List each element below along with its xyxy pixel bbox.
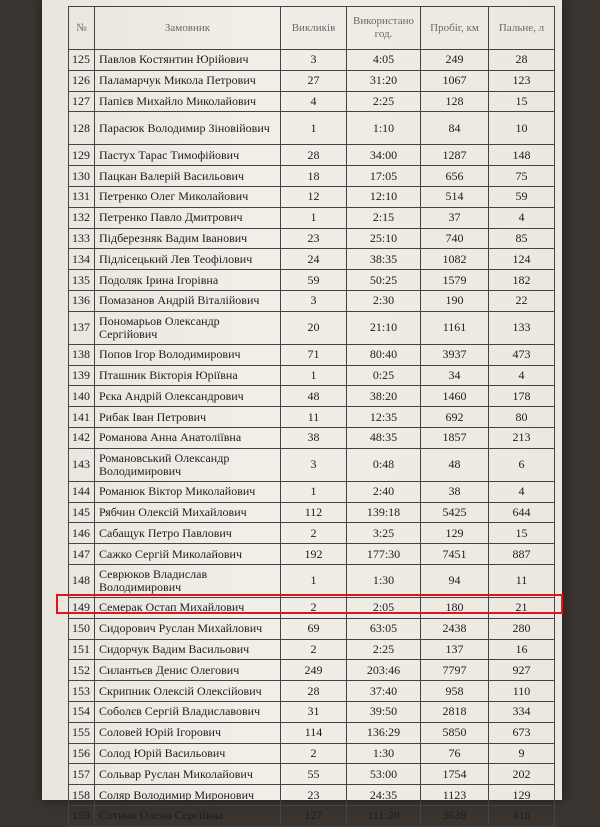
row-number: 131 [69,186,95,207]
hours-used: 25:10 [347,228,421,249]
row-number: 145 [69,502,95,523]
customer-name: Помазанов Андрій Віталійович [95,290,281,311]
hours-used: 21:10 [347,311,421,344]
table-row [69,764,555,785]
table-row [69,365,555,386]
table-row [69,523,555,544]
hours-used: 31:20 [347,70,421,91]
calls-count: 1 [281,564,347,597]
calls-count: 71 [281,344,347,365]
table-row [69,639,555,660]
hours-used: 177:30 [347,544,421,565]
calls-count: 2 [281,639,347,660]
mileage-km: 1754 [421,764,489,785]
header-hours: Використано год. [347,7,421,50]
mileage-km: 128 [421,91,489,112]
fuel-liters: 887 [489,544,555,565]
mileage-km: 1082 [421,249,489,270]
mileage-km: 740 [421,228,489,249]
mileage-km: 249 [421,50,489,71]
fuel-liters: 6 [489,448,555,481]
table-row [69,386,555,407]
customer-name: Петренко Павло Дмитрович [95,207,281,228]
hours-used: 136:29 [347,722,421,743]
calls-count: 38 [281,427,347,448]
calls-count: 1 [281,481,347,502]
row-number: 143 [69,448,95,481]
row-number: 142 [69,427,95,448]
header-customer: Замовник [95,7,281,50]
mileage-km: 3937 [421,344,489,365]
calls-count: 2 [281,523,347,544]
fuel-liters: 15 [489,523,555,544]
table-row [69,407,555,428]
table-row [69,597,555,618]
calls-count: 31 [281,701,347,722]
hours-used: 0:48 [347,448,421,481]
hours-used: 12:35 [347,407,421,428]
fuel-liters: 110 [489,681,555,702]
table-row [69,186,555,207]
calls-count: 59 [281,270,347,291]
hours-used: 1:30 [347,743,421,764]
mileage-km: 84 [421,112,489,145]
hours-used: 63:05 [347,618,421,639]
mileage-km: 3639 [421,805,489,826]
hours-used: 4:05 [347,50,421,71]
hours-used: 39:50 [347,701,421,722]
table-row [69,805,555,826]
table-row [69,112,555,145]
customer-name: Соболєв Сергій Владиславович [95,701,281,722]
row-number: 134 [69,249,95,270]
row-number: 136 [69,290,95,311]
hours-used: 38:35 [347,249,421,270]
mileage-km: 7451 [421,544,489,565]
customer-name: Подоляк Ірина Ігорівна [95,270,281,291]
fuel-liters: 673 [489,722,555,743]
hours-used: 34:00 [347,145,421,166]
hours-used: 38:20 [347,386,421,407]
mileage-km: 37 [421,207,489,228]
fuel-liters: 75 [489,166,555,187]
mileage-km: 76 [421,743,489,764]
mileage-km: 1460 [421,386,489,407]
header-calls: Викликів [281,7,347,50]
customer-name: Романюк Віктор Миколайович [95,481,281,502]
hours-used: 1:30 [347,564,421,597]
mileage-km: 2438 [421,618,489,639]
customer-name: Попов Ігор Володимирович [95,344,281,365]
hours-used: 2:25 [347,91,421,112]
row-number: 152 [69,660,95,681]
table-row [69,427,555,448]
table-row [69,228,555,249]
row-number: 149 [69,597,95,618]
calls-count: 4 [281,91,347,112]
row-number: 125 [69,50,95,71]
fuel-liters: 927 [489,660,555,681]
mileage-km: 1579 [421,270,489,291]
mileage-km: 38 [421,481,489,502]
hours-used: 139:18 [347,502,421,523]
calls-count: 12 [281,186,347,207]
mileage-km: 958 [421,681,489,702]
calls-count: 1 [281,207,347,228]
row-number: 146 [69,523,95,544]
mileage-km: 1067 [421,70,489,91]
hours-used: 2:25 [347,639,421,660]
calls-count: 3 [281,448,347,481]
fuel-liters: 202 [489,764,555,785]
calls-count: 69 [281,618,347,639]
customer-name: Сидорчук Вадим Васильович [95,639,281,660]
hours-used: 111:20 [347,805,421,826]
fuel-liters: 178 [489,386,555,407]
fuel-liters: 4 [489,365,555,386]
table-row [69,207,555,228]
mileage-km: 1161 [421,311,489,344]
mileage-km: 514 [421,186,489,207]
row-number: 150 [69,618,95,639]
fuel-liters: 22 [489,290,555,311]
table-row [69,701,555,722]
hours-used: 50:25 [347,270,421,291]
calls-count: 3 [281,50,347,71]
fuel-liters: 11 [489,564,555,597]
calls-count: 249 [281,660,347,681]
fuel-liters: 124 [489,249,555,270]
table-row-highlighted [69,660,555,681]
mileage-km: 48 [421,448,489,481]
customer-name: Рябчин Олексій Михайлович [95,502,281,523]
row-number: 137 [69,311,95,344]
hours-used: 12:10 [347,186,421,207]
hours-used: 48:35 [347,427,421,448]
calls-count: 28 [281,681,347,702]
customer-name: Сидорович Руслан Михайлович [95,618,281,639]
calls-count: 23 [281,228,347,249]
row-number: 126 [69,70,95,91]
table-row [69,785,555,806]
customer-name: Солод Юрій Васильович [95,743,281,764]
fuel-liters: 213 [489,427,555,448]
fuel-liters: 148 [489,145,555,166]
row-number: 158 [69,785,95,806]
row-number: 138 [69,344,95,365]
fuel-liters: 473 [489,344,555,365]
calls-count: 23 [281,785,347,806]
calls-count: 55 [281,764,347,785]
table-row [69,681,555,702]
row-number: 147 [69,544,95,565]
calls-count: 1 [281,112,347,145]
table-row [69,448,555,481]
fuel-liters: 80 [489,407,555,428]
table-row [69,564,555,597]
row-number: 132 [69,207,95,228]
calls-count: 2 [281,743,347,764]
calls-count: 27 [281,70,347,91]
mileage-km: 5850 [421,722,489,743]
calls-count: 192 [281,544,347,565]
customer-name: Сольвар Руслан Миколайович [95,764,281,785]
hours-used: 0:25 [347,365,421,386]
row-number: 144 [69,481,95,502]
row-number: 129 [69,145,95,166]
row-number: 151 [69,639,95,660]
document-page [42,0,562,823]
fuel-liters: 644 [489,502,555,523]
table-row [69,145,555,166]
calls-count: 11 [281,407,347,428]
customer-name: Підберезняк Вадим Іванович [95,228,281,249]
customer-name: Петренко Олег Миколайович [95,186,281,207]
calls-count: 127 [281,805,347,826]
hours-used: 53:00 [347,764,421,785]
hours-used: 203:46 [347,660,421,681]
table-row [69,618,555,639]
customer-name: Романовський Олександр Володимирович [95,448,281,481]
table-row [69,50,555,71]
mileage-km: 190 [421,290,489,311]
fuel-liters: 4 [489,207,555,228]
calls-count: 18 [281,166,347,187]
customer-name: Севрюков Владислав Володимирович [95,564,281,597]
mileage-km: 5425 [421,502,489,523]
fuel-liters: 28 [489,50,555,71]
header-fuel: Пальне, л [489,7,555,50]
mileage-km: 1123 [421,785,489,806]
row-number: 141 [69,407,95,428]
calls-count: 3 [281,290,347,311]
customer-name: Пастух Тарас Тимофійович [95,145,281,166]
customer-name: Рєка Андрій Олександрович [95,386,281,407]
row-number: 130 [69,166,95,187]
mileage-km: 656 [421,166,489,187]
hours-used: 80:40 [347,344,421,365]
mileage-km: 2818 [421,701,489,722]
mileage-km: 1857 [421,427,489,448]
mileage-km: 129 [421,523,489,544]
customer-name: Підлісецький Лев Теофілович [95,249,281,270]
row-number: 153 [69,681,95,702]
table-row [69,270,555,291]
table-row [69,722,555,743]
table-row [69,249,555,270]
table-body [69,50,555,827]
fuel-liters: 418 [489,805,555,826]
fuel-liters: 123 [489,70,555,91]
mileage-km: 180 [421,597,489,618]
header-number: № [69,7,95,50]
customer-name: Сажко Сергій Миколайович [95,544,281,565]
row-number: 159 [69,805,95,826]
row-number: 155 [69,722,95,743]
fuel-liters: 10 [489,112,555,145]
fuel-liters: 280 [489,618,555,639]
mileage-km: 1287 [421,145,489,166]
row-number: 135 [69,270,95,291]
calls-count: 1 [281,365,347,386]
hours-used: 2:05 [347,597,421,618]
table-row [69,481,555,502]
mileage-km: 692 [421,407,489,428]
customer-name: Паламарчук Микола Петрович [95,70,281,91]
calls-count: 24 [281,249,347,270]
customer-name: Романова Анна Анатоліївна [95,427,281,448]
calls-count: 114 [281,722,347,743]
mileage-km: 94 [421,564,489,597]
row-number: 156 [69,743,95,764]
table-row [69,311,555,344]
customer-name: Силантьєв Денис Олегович [95,660,281,681]
hours-used: 2:40 [347,481,421,502]
customer-name: Пономарьов Олександр Сергійович [95,311,281,344]
customer-name: Парасюк Володимир Зіновійович [95,112,281,145]
row-number: 127 [69,91,95,112]
calls-count: 20 [281,311,347,344]
fuel-liters: 4 [489,481,555,502]
customer-name: Павлов Костянтин Юрійович [95,50,281,71]
customers-table [68,6,555,827]
table-row [69,290,555,311]
customer-name: Папієв Михайло Миколайович [95,91,281,112]
customer-name: Пацкан Валерій Васильович [95,166,281,187]
hours-used: 1:10 [347,112,421,145]
table-row [69,70,555,91]
row-number: 128 [69,112,95,145]
customer-name: Скрипник Олексій Олексійович [95,681,281,702]
table-row [69,344,555,365]
fuel-liters: 9 [489,743,555,764]
customer-name: Пташник Вікторія Юріївна [95,365,281,386]
table-row [69,166,555,187]
hours-used: 2:30 [347,290,421,311]
row-number: 140 [69,386,95,407]
row-number: 139 [69,365,95,386]
fuel-liters: 15 [489,91,555,112]
fuel-liters: 334 [489,701,555,722]
mileage-km: 7797 [421,660,489,681]
row-number: 157 [69,764,95,785]
table-row [69,544,555,565]
fuel-liters: 21 [489,597,555,618]
calls-count: 112 [281,502,347,523]
customer-name: Соляр Володимир Миронович [95,785,281,806]
mileage-km: 34 [421,365,489,386]
customer-name: Семерак Остап Михайлович [95,597,281,618]
fuel-liters: 16 [489,639,555,660]
row-number: 133 [69,228,95,249]
customer-name: Сотник Олена Сергіївна [95,805,281,826]
calls-count: 2 [281,597,347,618]
hours-used: 37:40 [347,681,421,702]
table-row [69,91,555,112]
row-number: 148 [69,564,95,597]
fuel-liters: 59 [489,186,555,207]
customer-name: Соловей Юрій Ігорович [95,722,281,743]
hours-used: 17:05 [347,166,421,187]
fuel-liters: 129 [489,785,555,806]
header-km: Пробіг, км [421,7,489,50]
calls-count: 48 [281,386,347,407]
fuel-liters: 133 [489,311,555,344]
calls-count: 28 [281,145,347,166]
table-row [69,743,555,764]
row-number: 154 [69,701,95,722]
table-header [69,7,555,50]
table-row [69,502,555,523]
mileage-km: 137 [421,639,489,660]
fuel-liters: 182 [489,270,555,291]
hours-used: 2:15 [347,207,421,228]
customer-name: Рибак Іван Петрович [95,407,281,428]
hours-used: 3:25 [347,523,421,544]
fuel-liters: 85 [489,228,555,249]
hours-used: 24:35 [347,785,421,806]
customer-name: Сабащук Петро Павлович [95,523,281,544]
